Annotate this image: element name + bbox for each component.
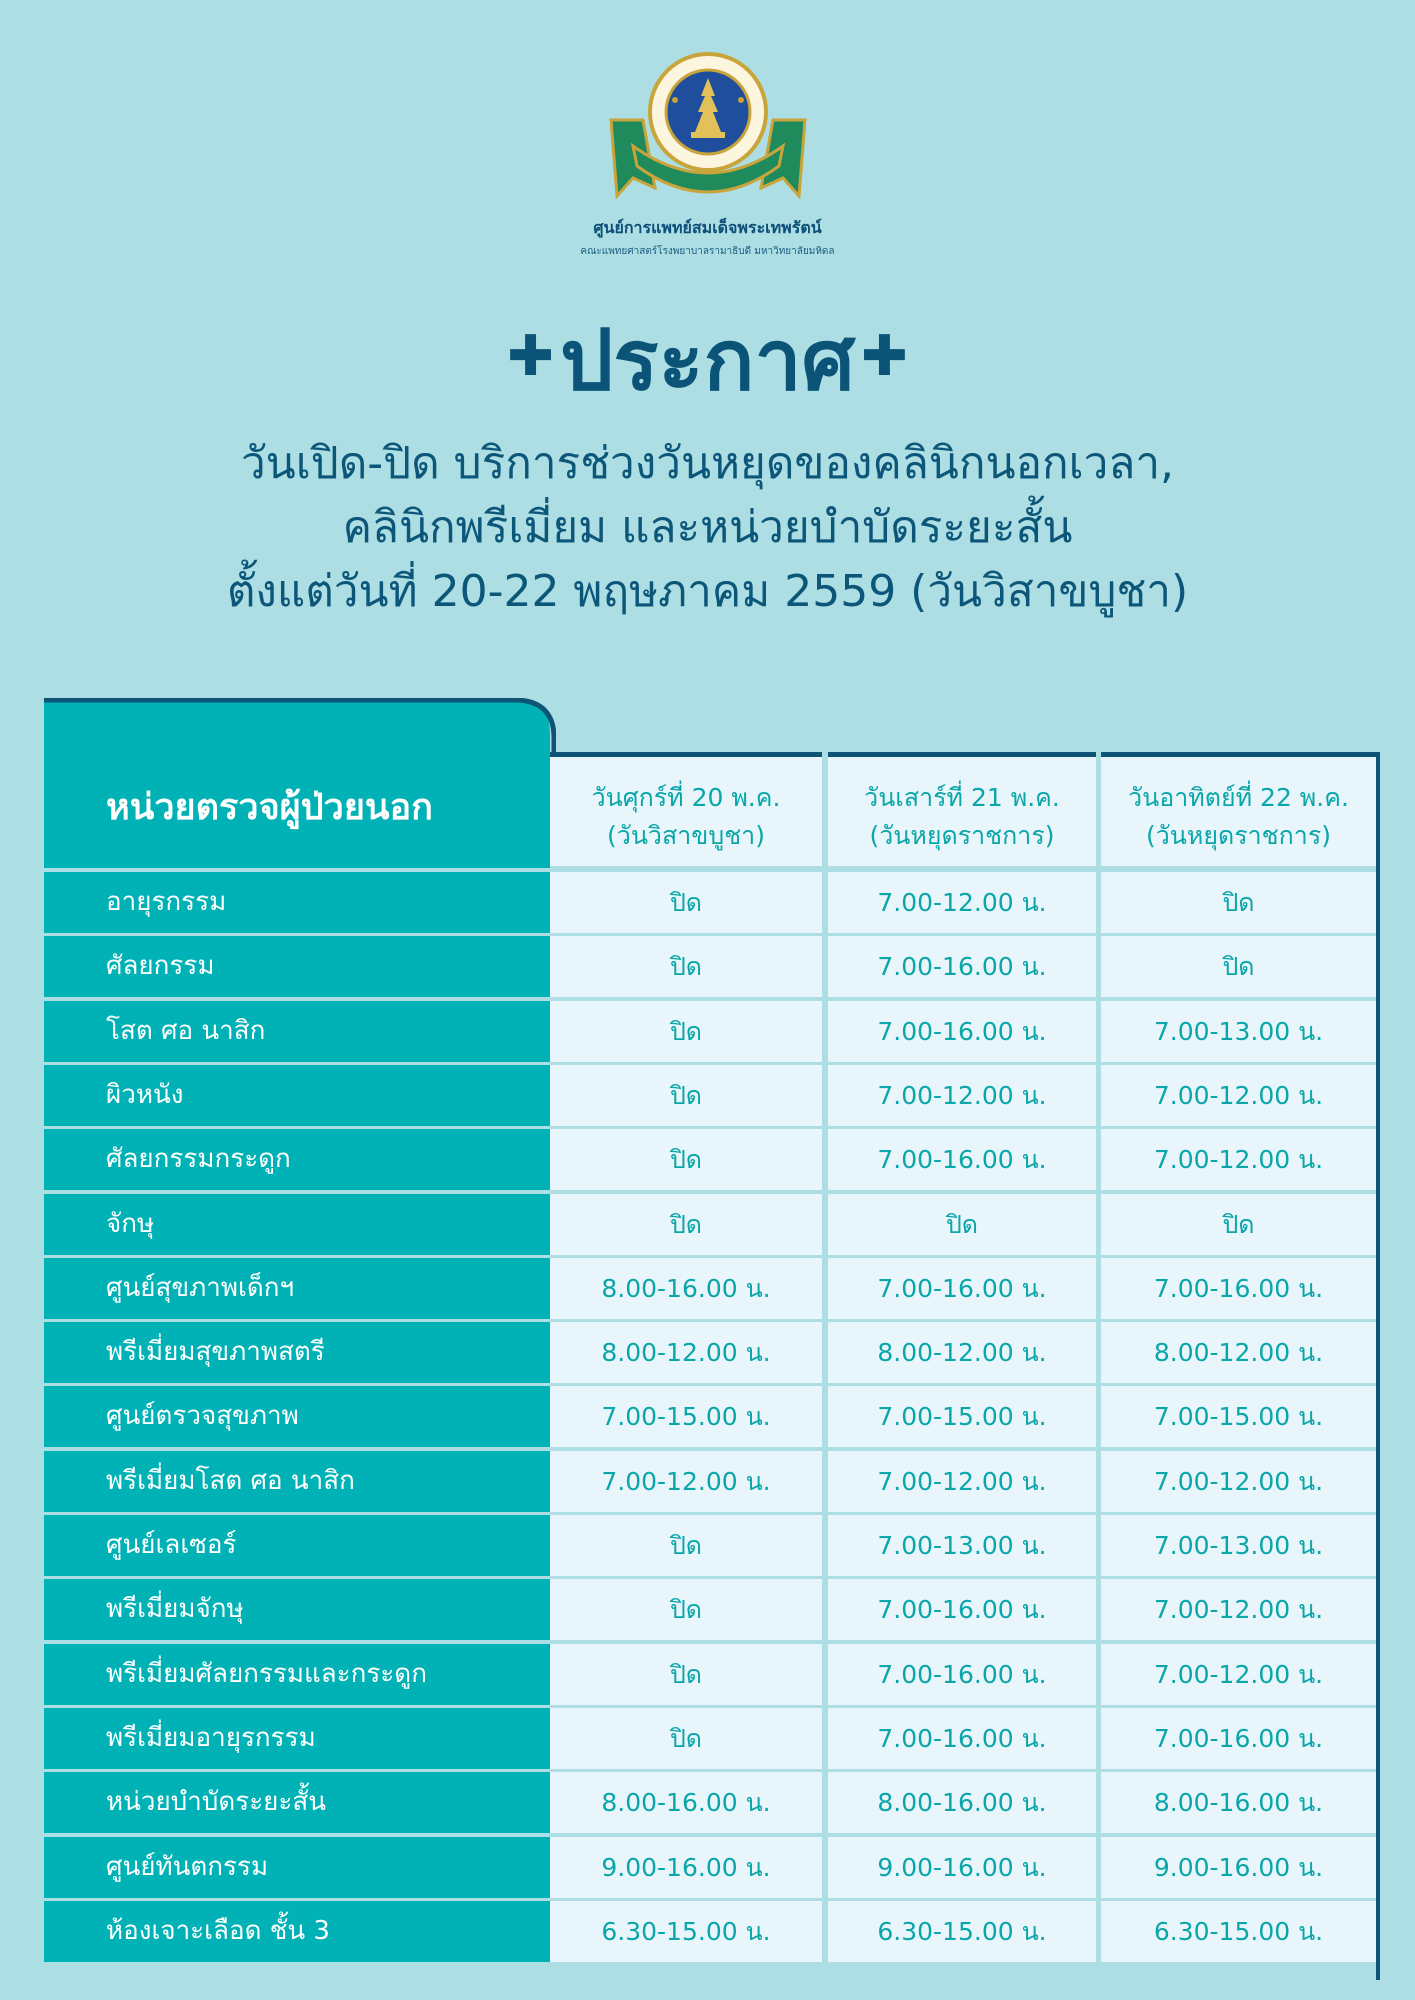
hours-cell: ปิด <box>550 1644 822 1705</box>
header-tab-shape <box>44 698 556 758</box>
hours-cell: ปิด <box>1101 936 1376 997</box>
unit-name-cell: จักษุ <box>44 1194 550 1255</box>
hours-cell: 7.00-12.00 น. <box>1101 1451 1376 1512</box>
unit-column-header: หน่วยตรวจผู้ป่วยนอก <box>44 752 550 868</box>
day-header-note: (วันหยุดราชการ) <box>869 821 1055 850</box>
table-right-border <box>1376 752 1380 1980</box>
hours-cell: 7.00-12.00 น. <box>1101 1644 1376 1705</box>
hours-cell: 7.00-16.00 น. <box>828 1644 1096 1705</box>
hours-cell: 7.00-12.00 น. <box>1101 1065 1376 1126</box>
page-title: ประกาศ <box>560 311 855 409</box>
unit-name-cell: ศูนย์ตรวจสุขภาพ <box>44 1386 550 1447</box>
hours-cell: 7.00-16.00 น. <box>1101 1258 1376 1319</box>
hours-cell: ปิด <box>550 936 822 997</box>
hours-cell: ปิด <box>550 1065 822 1126</box>
hours-cell: 7.00-16.00 น. <box>828 1579 1096 1640</box>
hours-cell: ปิด <box>550 1194 822 1255</box>
hours-cell: 9.00-16.00 น. <box>828 1837 1096 1898</box>
hours-cell: ปิด <box>550 1129 822 1190</box>
hours-cell: ปิด <box>550 1515 822 1576</box>
organization-subtitle: คณะแพทยศาสตร์โรงพยาบาลรามาธิบดี มหาวิทยาลัยมหิดล <box>580 246 835 257</box>
unit-name-cell: ศัลยกรรมกระดูก <box>44 1129 550 1190</box>
hours-cell: 8.00-16.00 น. <box>550 1772 822 1833</box>
day-column-header <box>550 752 822 866</box>
unit-name-cell: พรีเมี่ยมสุขภาพสตรี <box>44 1322 550 1383</box>
hours-cell: ปิด <box>1101 872 1376 933</box>
subtitle-line: คลินิกพรีเมี่ยม และหน่วยบำบัดระยะสั้น <box>342 502 1073 553</box>
day-header-date: วันเสาร์ที่ 21 พ.ค. <box>864 783 1060 812</box>
unit-name-cell: ห้องเจาะเลือด ชั้น 3 <box>44 1901 550 1962</box>
unit-name-cell: อายุรกรรม <box>44 872 550 933</box>
unit-name-cell: พรีเมี่ยมโสต ศอ นาสิก <box>44 1451 550 1512</box>
unit-name-cell: โสต ศอ นาสิก <box>44 1001 550 1062</box>
hours-cell: 8.00-12.00 น. <box>828 1322 1096 1383</box>
hours-cell: 8.00-12.00 น. <box>550 1322 822 1383</box>
hours-cell: 8.00-12.00 น. <box>1101 1322 1376 1383</box>
hours-cell: ปิด <box>550 1579 822 1640</box>
day-header-note: (วันหยุดราชการ) <box>1145 821 1332 850</box>
unit-name-cell: พรีเมี่ยมอายุรกรรม <box>44 1708 550 1769</box>
hours-cell: 6.30-15.00 น. <box>828 1901 1096 1962</box>
unit-name-cell: พรีเมี่ยมศัลยกรรมและกระดูก <box>44 1644 550 1705</box>
hours-cell: ปิด <box>550 1001 822 1062</box>
hours-cell: 7.00-16.00 น. <box>828 1708 1096 1769</box>
hours-cell: 7.00-12.00 น. <box>1101 1579 1376 1640</box>
day-column-header <box>1101 752 1376 866</box>
unit-name-cell: ศัลยกรรม <box>44 936 550 997</box>
day-header-date: วันศุกร์ที่ 20 พ.ค. <box>591 783 781 812</box>
hours-cell: 7.00-16.00 น. <box>828 1001 1096 1062</box>
unit-name-cell: ศูนย์สุขภาพเด็กฯ <box>44 1258 550 1319</box>
hours-cell: 7.00-13.00 น. <box>1101 1001 1376 1062</box>
unit-name-cell: ผิวหนัง <box>44 1065 550 1126</box>
unit-name-cell: ศูนย์ทันตกรรม <box>44 1837 550 1898</box>
hours-cell: 7.00-15.00 น. <box>550 1386 822 1447</box>
hours-cell: 7.00-12.00 น. <box>828 1065 1096 1126</box>
hours-cell: 8.00-16.00 น. <box>550 1258 822 1319</box>
hours-cell: 7.00-12.00 น. <box>550 1451 822 1512</box>
plus-icon: ✚ <box>860 324 908 389</box>
hours-cell: ปิด <box>550 872 822 933</box>
unit-name-cell: พรีเมี่ยมจักษุ <box>44 1579 550 1640</box>
hours-cell: 7.00-12.00 น. <box>828 872 1096 933</box>
hours-cell: ปิด <box>828 1194 1096 1255</box>
hours-cell: 8.00-16.00 น. <box>828 1772 1096 1833</box>
hours-cell: 7.00-12.00 น. <box>1101 1129 1376 1190</box>
subtitle-line: ตั้งแต่วันที่ 20-22 พฤษภาคม 2559 (วันวิสาขบูชา) <box>226 566 1189 617</box>
hours-cell: 9.00-16.00 น. <box>550 1837 822 1898</box>
hours-cell: 7.00-16.00 น. <box>828 1258 1096 1319</box>
day-header-note: (วันวิสาขบูชา) <box>607 821 765 850</box>
unit-name-cell: ศูนย์เลเซอร์ <box>44 1515 550 1576</box>
hours-cell: 6.30-15.00 น. <box>550 1901 822 1962</box>
hours-cell: 7.00-13.00 น. <box>828 1515 1096 1576</box>
organization-name: ศูนย์การแพทย์สมเด็จพระเทพรัตน์ <box>593 218 822 237</box>
hours-cell: 7.00-16.00 น. <box>828 936 1096 997</box>
hours-cell: 7.00-13.00 น. <box>1101 1515 1376 1576</box>
unit-name-cell: หน่วยบำบัดระยะสั้น <box>44 1772 550 1833</box>
hours-cell: ปิด <box>550 1708 822 1769</box>
plus-icon: ✚ <box>507 324 555 389</box>
hours-cell: 7.00-12.00 น. <box>828 1451 1096 1512</box>
day-column-header <box>828 752 1096 866</box>
hours-cell: ปิด <box>1101 1194 1376 1255</box>
hours-cell: 7.00-15.00 น. <box>828 1386 1096 1447</box>
hours-cell: 8.00-16.00 น. <box>1101 1772 1376 1833</box>
subtitle-line: วันเปิด-ปิด บริการช่วงวันหยุดของคลินิกนอกเวลา, <box>240 438 1175 489</box>
hours-cell: 7.00-16.00 น. <box>1101 1708 1376 1769</box>
day-header-date: วันอาทิตย์ที่ 22 พ.ค. <box>1128 783 1349 812</box>
hours-cell: 7.00-16.00 น. <box>828 1129 1096 1190</box>
hours-cell: 6.30-15.00 น. <box>1101 1901 1376 1962</box>
hours-cell: 7.00-15.00 น. <box>1101 1386 1376 1447</box>
hours-cell: 9.00-16.00 น. <box>1101 1837 1376 1898</box>
